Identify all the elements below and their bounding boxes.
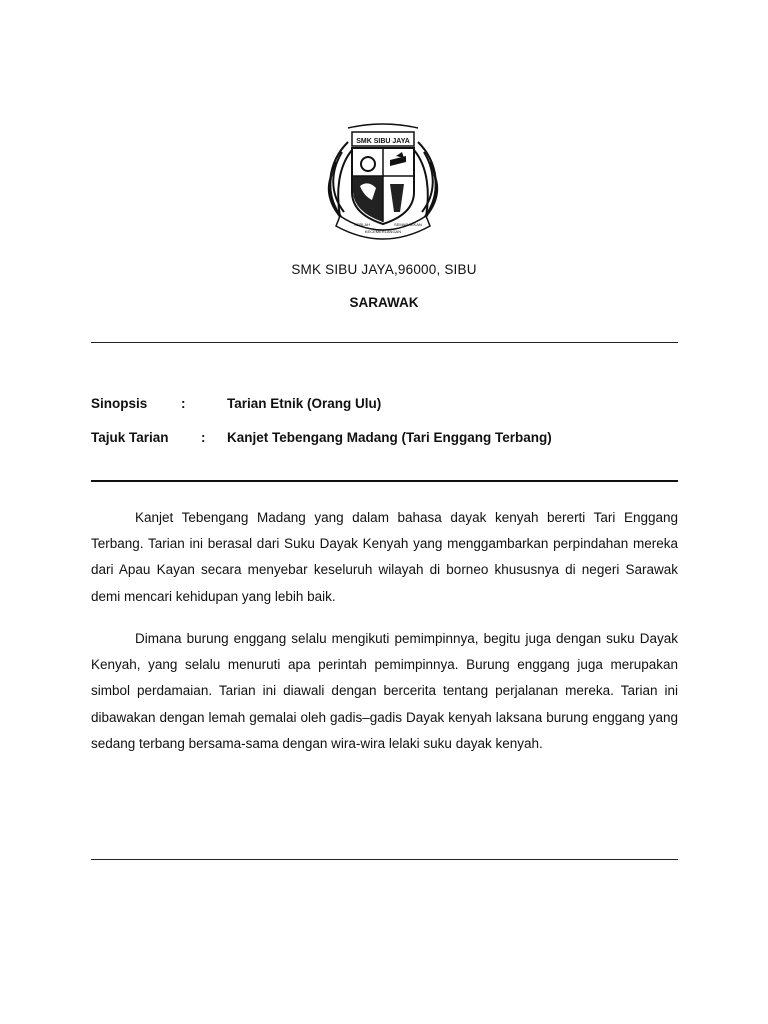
bottom-divider [91, 859, 678, 860]
crest-shield [352, 148, 414, 224]
middle-divider [91, 480, 678, 482]
crest-motto-left: SERLAH [354, 222, 371, 227]
right-wing-icon [414, 142, 437, 222]
meta-colon: : [181, 396, 186, 411]
paragraph-1 [91, 505, 678, 610]
paragraph-2-text: Dimana burung enggang selalu mengikuti pemimpinnya, begitu juga dengan suku Dayak Kenyah, yang selalu menuruti apa perintah pemimpinnya. Burung enggang juga merupakan simbol perdamaian. Tarian ini diawali dengan bercerita tentang perjalanan mereka. Tarian ini dibawakan dengan lemah gemalai oleh gadis–gadis Dayak kenyah laksana burung enggang yang sedang terbang bersama-sama dengan wira-wira lelaki suku dayak kenyah. [91, 631, 678, 751]
top-divider [91, 342, 678, 343]
school-address: SMK SIBU JAYA,96000, SIBU [291, 262, 477, 277]
meta-value: Tarian Etnik (Orang Ulu) [227, 396, 382, 411]
meta-row-tajuk-tarian [91, 430, 691, 450]
state-name: SARAWAK [349, 295, 419, 310]
left-wing-icon [329, 142, 352, 222]
meta-colon: : [201, 430, 206, 445]
paragraph-1-text: Kanjet Tebengang Madang yang dalam bahasa dayak kenyah bererti Tari Enggang Terbang. Tarian ini berasal dari Suku Dayak Kenyah yang menggambarkan perpindahan mereka dari Apau Kayan secara menyebar keseluruh wilayah di borneo khususnya di negeri Sarawak demi mencari kehidupan yang lebih baik. [91, 510, 678, 604]
crest-motto-bottom: KECEMERLANGAN [364, 229, 402, 234]
crest-banner-text: SMK SIBU JAYA [356, 138, 410, 145]
meta-value: Kanjet Tebengang Madang (Tari Enggang Terbang) [227, 430, 552, 445]
meta-key: Sinopsis [91, 396, 148, 411]
paragraph-2 [91, 626, 678, 757]
crest-motto-right: SEMARAKKAN [394, 222, 422, 227]
meta-row-sinopsis [91, 396, 691, 416]
school-crest-logo [318, 122, 448, 244]
meta-key: Tajuk Tarian [91, 430, 169, 445]
